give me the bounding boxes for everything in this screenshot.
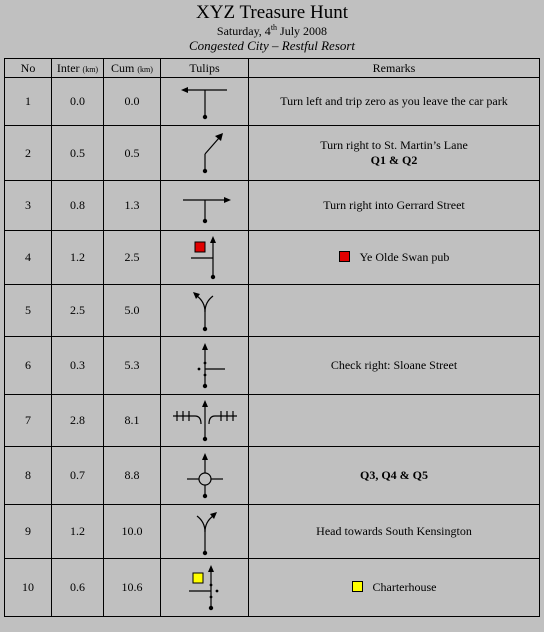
remark-text: Turn right to St. Martin’s Lane xyxy=(320,138,468,152)
cell-inter: 0.5 xyxy=(52,126,104,181)
document-header xyxy=(0,0,544,54)
remark-text: Turn right into Gerrard Street xyxy=(323,198,465,212)
col-header-inter-unit: (km) xyxy=(82,64,99,74)
remark-text: Charterhouse xyxy=(372,580,437,594)
cell-cum: 0.0 xyxy=(104,78,161,126)
table-row xyxy=(5,447,540,505)
cell-tulip xyxy=(161,395,249,447)
cell-tulip xyxy=(161,126,249,181)
col-header-cum-unit: (km) xyxy=(137,64,153,74)
col-header-no: No xyxy=(5,59,52,78)
remark-text: Check right: Sloane Street xyxy=(330,358,458,372)
remark-questions: Q1 & Q2 xyxy=(370,153,418,167)
cell-inter: 0.6 xyxy=(52,559,104,617)
cell-remark xyxy=(249,505,540,559)
cell-no: 3 xyxy=(5,181,52,231)
straight-over-left-junction-tulip-icon xyxy=(175,563,235,613)
table-row xyxy=(5,337,540,395)
page-title: XYZ Treasure Hunt xyxy=(196,2,348,23)
cell-tulip xyxy=(161,78,249,126)
remark-text: Ye Olde Swan pub xyxy=(359,250,450,264)
cell-remark xyxy=(249,447,540,505)
col-header-remarks: Remarks xyxy=(249,59,540,78)
table-row xyxy=(5,231,540,285)
cell-no: 1 xyxy=(5,78,52,126)
table-row xyxy=(5,126,540,181)
cell-cum: 0.5 xyxy=(104,126,161,181)
table-row xyxy=(5,78,540,126)
cell-no: 4 xyxy=(5,231,52,285)
cell-tulip xyxy=(161,337,249,395)
remark-text: Turn left and trip zero as you leave the car park xyxy=(280,94,508,108)
left-turn-tulip-icon xyxy=(175,82,235,122)
col-header-tulips: Tulips xyxy=(161,59,249,78)
header-row xyxy=(5,59,540,78)
cell-inter: 1.2 xyxy=(52,505,104,559)
table-row xyxy=(5,395,540,447)
roadbook-table xyxy=(4,58,540,617)
cell-inter: 1.2 xyxy=(52,231,104,285)
cell-inter: 2.8 xyxy=(52,395,104,447)
cell-no: 2 xyxy=(5,126,52,181)
table-row xyxy=(5,181,540,231)
cell-remark xyxy=(249,285,540,337)
route-subtitle: Congested City – Restful Resort xyxy=(188,38,356,53)
cell-tulip xyxy=(161,285,249,337)
col-header-cum xyxy=(104,59,161,78)
cell-remark xyxy=(249,181,540,231)
col-header-inter-label: Inter xyxy=(56,60,80,75)
fork-left-tulip-icon xyxy=(175,288,235,334)
date-prefix: Saturday, 4 xyxy=(216,24,271,38)
table-row xyxy=(5,285,540,337)
cell-tulip xyxy=(161,181,249,231)
cell-tulip xyxy=(161,231,249,285)
cell-no: 9 xyxy=(5,505,52,559)
roundabout-straight-tulip-icon xyxy=(175,451,235,501)
cell-cum: 2.5 xyxy=(104,231,161,285)
cell-remark xyxy=(249,78,540,126)
cell-cum: 5.3 xyxy=(104,337,161,395)
cell-tulip xyxy=(161,447,249,505)
cell-tulip xyxy=(161,505,249,559)
table-row xyxy=(5,559,540,617)
red-marker-icon xyxy=(339,251,350,262)
fork-right-tulip-icon xyxy=(175,508,235,556)
cell-cum: 10.6 xyxy=(104,559,161,617)
cell-no: 7 xyxy=(5,395,52,447)
remark-text: Head towards South Kensington xyxy=(316,524,472,538)
bear-right-tulip-icon xyxy=(175,130,235,176)
cell-remark xyxy=(249,559,540,617)
cell-cum: 8.1 xyxy=(104,395,161,447)
cell-inter: 0.8 xyxy=(52,181,104,231)
cell-inter: 0.3 xyxy=(52,337,104,395)
cell-inter: 2.5 xyxy=(52,285,104,337)
cell-no: 10 xyxy=(5,559,52,617)
remark-questions: Q3, Q4 & Q5 xyxy=(360,468,428,482)
cell-remark xyxy=(249,337,540,395)
cell-cum: 5.0 xyxy=(104,285,161,337)
col-header-inter xyxy=(52,59,104,78)
yellow-marker-icon xyxy=(352,581,363,592)
cell-no: 8 xyxy=(5,447,52,505)
straight-between-side-roads-tulip-icon xyxy=(165,398,245,444)
cell-remark xyxy=(249,395,540,447)
cell-cum: 10.0 xyxy=(104,505,161,559)
cell-inter: 0.0 xyxy=(52,78,104,126)
cell-inter: 0.7 xyxy=(52,447,104,505)
straight-on-right-junction-tulip-icon xyxy=(175,341,235,391)
cell-no: 6 xyxy=(5,337,52,395)
cell-cum: 8.8 xyxy=(104,447,161,505)
cell-tulip xyxy=(161,559,249,617)
table-row xyxy=(5,505,540,559)
col-header-cum-label: Cum xyxy=(111,60,135,75)
cell-remark xyxy=(249,231,540,285)
date-ordinal-suffix: th xyxy=(270,23,278,32)
cell-cum: 1.3 xyxy=(104,181,161,231)
cell-remark xyxy=(249,126,540,181)
straight-over-left-junction-tulip-icon xyxy=(175,234,235,282)
date-suffix: July 2008 xyxy=(277,24,328,38)
cell-no: 5 xyxy=(5,285,52,337)
event-date xyxy=(0,24,544,38)
right-turn-tulip-icon xyxy=(173,186,237,226)
